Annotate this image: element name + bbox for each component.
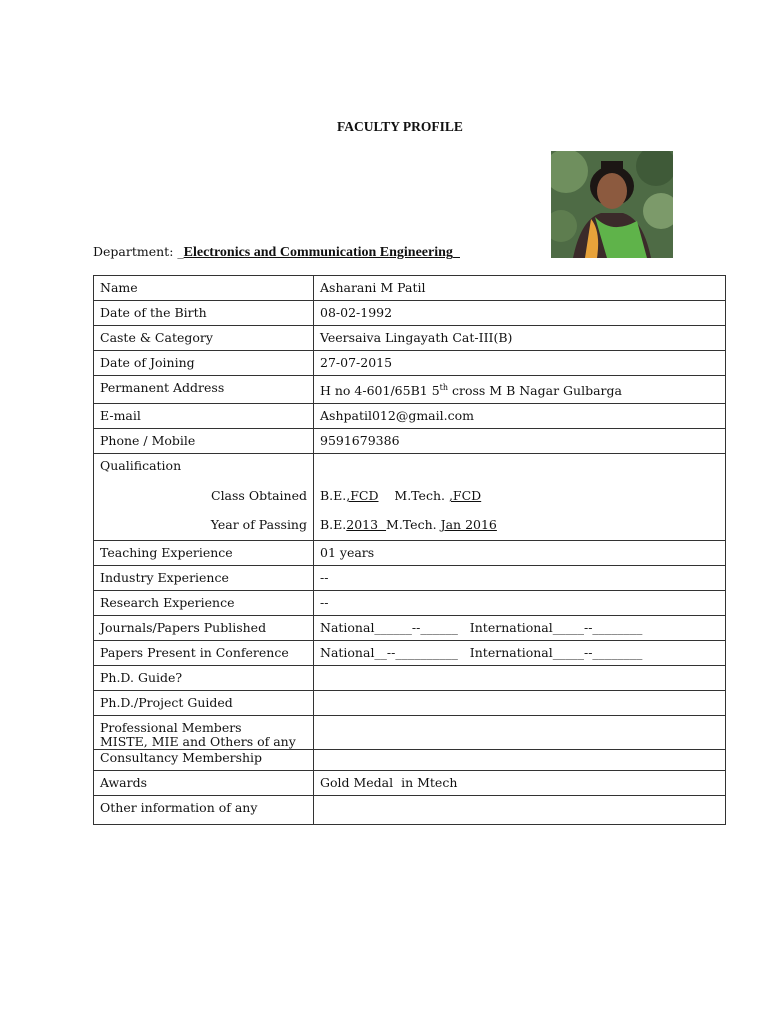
row-label-dob: Date of the Birth [94, 301, 314, 326]
row-label-awards: Awards [94, 771, 314, 796]
row-label-teaching: Teaching Experience [94, 541, 314, 566]
table-row [94, 376, 726, 404]
table-row [94, 691, 726, 716]
be-year: 2013 [346, 517, 387, 533]
row-value-phone: 9591679386 [314, 429, 726, 454]
table-row [94, 429, 726, 454]
address-sup: th [439, 383, 449, 392]
table-row [94, 566, 726, 591]
table-row [94, 771, 726, 796]
mtech-class: ,FCD [448, 488, 482, 504]
row-value-teaching: 01 years [314, 541, 726, 566]
table-row [94, 326, 726, 351]
row-value-journals: National______--______ International_____--________ [314, 616, 726, 641]
table-row [94, 666, 726, 691]
row-label-qualification [94, 454, 314, 541]
row-label-professional [94, 716, 314, 750]
row-value-phd-guided [314, 691, 726, 716]
address-part: cross M B Nagar Gulbarga [448, 383, 622, 399]
table-row [94, 616, 726, 641]
row-label-doj: Date of Joining [94, 351, 314, 376]
row-label-research: Research Experience [94, 591, 314, 616]
professional-label-line1: Professional Members [100, 720, 242, 736]
table-row [94, 591, 726, 616]
row-value-phd-guide [314, 666, 726, 691]
row-label-email: E-mail [94, 404, 314, 429]
be-class: ,FCD [346, 488, 379, 504]
department-line [93, 244, 460, 261]
table-row [94, 404, 726, 429]
row-label-conference: Papers Present in Conference [94, 641, 314, 666]
year-of-passing-value [320, 518, 719, 532]
table-row [94, 750, 726, 771]
class-obtained-value [320, 489, 719, 503]
row-value-professional [314, 716, 726, 750]
table-row [94, 641, 726, 666]
table-row [94, 796, 726, 825]
be-prefix: B.E. [320, 517, 347, 533]
table-row [94, 454, 726, 541]
row-label-industry: Industry Experience [94, 566, 314, 591]
row-value-name: Asharani M Patil [314, 276, 726, 301]
profile-photo [551, 151, 673, 258]
table-row [94, 276, 726, 301]
row-label-address: Permanent Address [94, 376, 314, 404]
row-label-name: Name [94, 276, 314, 301]
row-value-industry: -- [314, 566, 726, 591]
row-value-consultancy [314, 750, 726, 771]
row-label-caste: Caste & Category [94, 326, 314, 351]
mtech-prefix: M.Tech. [394, 488, 449, 504]
profile-table [93, 275, 726, 825]
row-value-conference: National__--__________ International_____--________ [314, 641, 726, 666]
row-value-other [314, 796, 726, 825]
year-of-passing-label: Year of Passing [210, 517, 307, 533]
row-value-awards: Gold Medal in Mtech [314, 771, 726, 796]
row-label-phone: Phone / Mobile [94, 429, 314, 454]
row-label-phd-guided: Ph.D./Project Guided [94, 691, 314, 716]
row-value-address [314, 376, 726, 404]
row-value-email: Ashpatil012@gmail.com [314, 404, 726, 429]
be-prefix: B.E. [320, 488, 347, 504]
row-label-journals: Journals/Papers Published [94, 616, 314, 641]
table-row [94, 351, 726, 376]
department-value: Electronics and Communication Engineering_ [183, 245, 460, 260]
department-label: Department: _ [93, 244, 184, 259]
row-label-other: Other information of any [94, 796, 314, 825]
qualification-label: Qualification [100, 458, 182, 474]
table-row [94, 541, 726, 566]
row-label-consultancy: Consultancy Membership [94, 750, 314, 771]
row-label-phd-guide: Ph.D. Guide? [94, 666, 314, 691]
mtech-year: Jan 2016 [440, 517, 497, 533]
row-value-dob: 08-02-1992 [314, 301, 726, 326]
page-title: FACULTY PROFILE [337, 119, 463, 134]
mtech-prefix: M.Tech. [386, 517, 441, 533]
table-row [94, 301, 726, 326]
class-obtained-label: Class Obtained [211, 488, 307, 504]
table-row [94, 716, 726, 750]
row-value-research: -- [314, 591, 726, 616]
address-part: H no 4-601/65B1 5 [320, 383, 440, 399]
row-value-doj: 27-07-2015 [314, 351, 726, 376]
professional-label-line2: MISTE, MIE and Others of any [100, 734, 296, 750]
row-value-qualification [314, 454, 726, 541]
row-value-caste: Veersaiva Lingayath Cat-III(B) [314, 326, 726, 351]
